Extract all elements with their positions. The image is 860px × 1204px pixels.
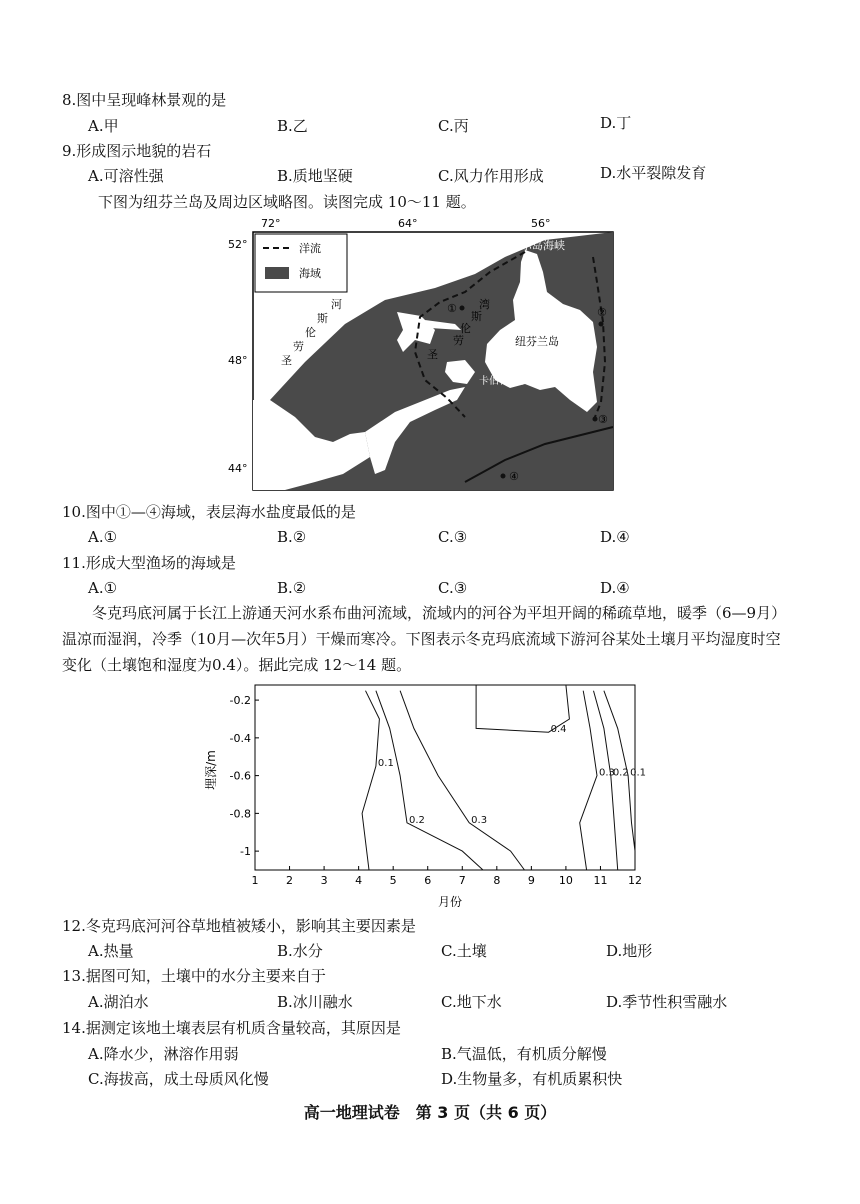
q12-option-d: D.地形	[606, 942, 653, 960]
question-14-stem: 14.据测定该地土壤表层有机质含量较高，其原因是	[62, 1019, 401, 1037]
q12-option-c: C.土壤	[441, 942, 487, 960]
x-tick-label: 6	[424, 874, 432, 887]
y-tick-label: -0.2	[229, 694, 251, 708]
q13-option-b: B.冰川融水	[277, 993, 353, 1011]
legend-sea-label: 海域	[299, 267, 321, 280]
x-axis-label: 月份	[437, 895, 463, 909]
q11-option-d: D.④	[600, 579, 630, 597]
x-tick-label: 9	[527, 874, 535, 887]
q11-option-b: B.②	[277, 579, 307, 597]
lat-label-52: 52°	[228, 238, 248, 251]
question-11-stem: 11.形成大型渔场的海域是	[62, 554, 236, 572]
label-newfoundland: 纽芬兰岛	[515, 335, 559, 348]
river-char-2: 劳	[293, 340, 304, 353]
x-tick-label: 1	[251, 874, 259, 887]
legend-sea-swatch	[265, 267, 289, 279]
x-tick-label: 3	[320, 874, 328, 887]
river-char-4: 斯	[317, 312, 328, 325]
lon-label-72: 72°	[261, 217, 281, 230]
x-tick-label: 8	[493, 874, 501, 887]
x-tick-label: 5	[389, 874, 397, 887]
river-char-1: 圣	[281, 354, 292, 367]
question-9-stem: 9.形成图示地貌的岩石	[62, 142, 212, 160]
x-tick-label: 12	[628, 874, 642, 887]
q9-option-a: A.可溶性强	[88, 167, 164, 185]
lat-label-48: 48°	[228, 354, 248, 367]
q9-option-c: C.风力作用形成	[438, 167, 544, 185]
q14-option-d: D.生物量多，有机质累积快	[441, 1070, 623, 1088]
gulf-char-2: 劳	[453, 334, 464, 347]
lon-label-56: 56°	[531, 217, 551, 230]
q8-option-c: C.丙	[438, 117, 469, 135]
marker-2: ②	[597, 306, 607, 319]
river-char-5: 河	[331, 298, 342, 311]
y-tick-label: -0.4	[229, 731, 251, 745]
q13-option-a: A.湖泊水	[88, 993, 149, 1011]
q13-option-c: C.地下水	[441, 993, 502, 1011]
question-13-stem: 13.据图可知，土壤中的水分主要来自于	[62, 967, 326, 985]
gulf-char-5: 湾	[479, 298, 490, 311]
question-8-stem: 8.图中呈现峰林景观的是	[62, 91, 227, 109]
gulf-char-3: 伦	[460, 322, 471, 335]
q8-option-b: B.乙	[277, 117, 308, 135]
chart-intro: 冬克玛底河属于长江上游通天河水系布曲河流域，流域内的河谷为平坦开阔的稀疏草地，暖季（6—9月）温凉而湿润，冷季（10月—次年5月）干燥而寒冷。下图表示冬克玛底流域下游河谷某处土壤月平均湿度时空变化（土壤饱和湿度为0.4）。据此完成 12～14 题。	[62, 604, 787, 674]
gulf-char-1: 圣	[427, 348, 438, 361]
contour-label: 0.2	[409, 814, 425, 826]
contour-label: 0.1	[630, 767, 646, 779]
marker-2-dot	[599, 322, 604, 327]
contour-label: 0.4	[550, 724, 567, 736]
marker-3: ③	[598, 413, 608, 426]
q12-option-b: B.水分	[277, 942, 323, 960]
q8-option-a: A.甲	[88, 117, 119, 135]
soil-moisture-contour-chart	[195, 675, 665, 910]
marker-3-dot	[593, 417, 598, 422]
contour-label: 0.3	[599, 767, 615, 779]
label-cabot-strait: 卡伯特海峡	[479, 376, 529, 387]
lat-label-44: 44°	[228, 462, 248, 475]
newfoundland-map	[225, 212, 635, 494]
q11-option-a: A.①	[88, 579, 118, 597]
question-12-stem: 12.冬克玛底河河谷草地植被矮小，影响其主要因素是	[62, 917, 416, 935]
q9-option-b: B.质地坚硬	[277, 167, 353, 185]
question-10-stem: 10.图中①—④海域，表层海水盐度最低的是	[62, 503, 356, 521]
y-tick-label: -1	[240, 845, 251, 859]
contour-label: 0.2	[612, 767, 629, 779]
marker-4: ④	[509, 470, 519, 483]
q10-option-a: A.①	[88, 528, 118, 546]
q10-option-d: D.④	[600, 528, 630, 546]
q14-option-c: C.海拔高，成土母质风化慢	[88, 1070, 269, 1088]
y-tick-label: -0.8	[229, 807, 251, 821]
x-tick-label: 11	[593, 874, 608, 887]
q13-option-d: D.季节性积雪融水	[606, 993, 728, 1011]
q10-option-c: C.③	[438, 528, 468, 546]
contour-label: 0.3	[471, 814, 488, 826]
marker-1: ①	[447, 302, 457, 315]
q10-option-b: B.②	[277, 528, 307, 546]
map-intro: 下图为纽芬兰岛及周边区域略图。读图完成 10～11 题。	[98, 193, 476, 211]
contour-label: 0.1	[377, 758, 394, 770]
river-char-3: 伦	[305, 326, 316, 339]
x-tick-label: 10	[558, 874, 573, 887]
marker-1-dot	[460, 306, 465, 311]
q9-option-d: D.水平裂隙发育	[600, 164, 707, 182]
x-tick-label: 7	[458, 874, 466, 887]
q11-option-c: C.③	[438, 579, 468, 597]
q12-option-a: A.热量	[88, 942, 134, 960]
y-tick-label: -0.6	[229, 769, 251, 783]
x-tick-label: 4	[355, 874, 363, 887]
q14-option-b: B.气温低，有机质分解慢	[441, 1045, 607, 1063]
q8-option-d: D.丁	[600, 114, 632, 132]
page-footer: 高一地理试卷 第 3 页（共 6 页）	[303, 1103, 557, 1122]
gulf-char-4: 斯	[471, 310, 482, 323]
y-axis-label: 埋深/m	[204, 750, 218, 790]
q14-option-a: A.降水少，淋溶作用弱	[88, 1045, 239, 1063]
marker-4-dot	[501, 474, 506, 479]
label-belle-isle-strait: 贝尔岛海峡	[510, 239, 565, 252]
lon-label-64: 64°	[398, 217, 418, 230]
x-tick-label: 2	[286, 874, 294, 887]
legend-current-label: 洋流	[299, 242, 321, 255]
